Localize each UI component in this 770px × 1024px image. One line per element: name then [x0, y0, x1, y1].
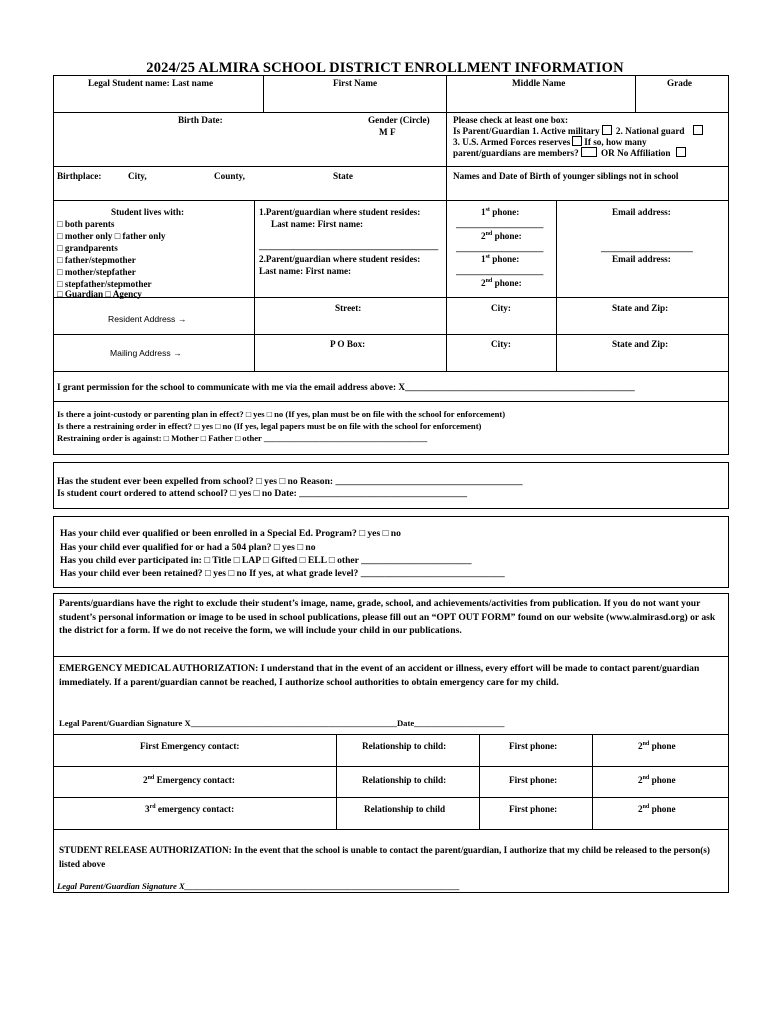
programs-question[interactable]: Has you child ever participated in: □ Title □ LAP □ Gifted □ ELL □ other _______________________	[60, 555, 472, 566]
email-line[interactable]: ____________________	[601, 243, 693, 253]
members-count-box[interactable]	[581, 147, 597, 157]
lives-with-option[interactable]: □ grandparents	[57, 243, 118, 253]
custody-question[interactable]: Is there a joint-custody or parenting plan in effect? □ yes □ no (If yes, plan must be on file with the school for enforcement)	[57, 409, 506, 419]
po-box-label: P O Box:	[330, 339, 366, 349]
resident-street-label: Street:	[335, 303, 362, 313]
release-signature-line[interactable]: Legal Parent/Guardian Signature X________________________________________________________________	[57, 881, 460, 891]
opt-out-notice: Parents/guardians have the right to exclude their student’s image, name, grade, school, and achievements/activities from publication. If you do not want your student’s personal information or image to be used in school publications, please fill out an “OPT OUT FORM” found on our website (www.almirasd.org) or ask the district for a form. If we do not receive the form, we will include your child in our publications.	[59, 598, 716, 636]
phone-line[interactable]: ___________________	[456, 266, 544, 276]
emergency-signature-line[interactable]: Legal Parent/Guardian Signature X________________________________________________Date_____________________	[59, 718, 505, 728]
first-phone-2-label: First phone:	[509, 775, 558, 785]
lives-with-option[interactable]: □ Guardian □ Agency	[57, 289, 142, 299]
military-instructions: Please check at least one box:	[453, 115, 569, 125]
birthplace-state-label: State	[333, 171, 353, 181]
emergency-contact-3-label: 3rd emergency contact:	[145, 804, 235, 814]
second-phone-3-label: 2nd phone	[638, 804, 676, 814]
resident-address-label: Resident Address →	[108, 314, 187, 324]
form-title: 2024/25 ALMIRA SCHOOL DISTRICT ENROLLMENT INFORMATION	[146, 60, 624, 76]
court-ordered-question[interactable]: Is student court ordered to attend school? □ yes □ no Date: ___________________________________	[57, 488, 468, 499]
lives-with-option[interactable]: □ father/stepmother	[57, 255, 136, 265]
first-phone-1-label: First phone:	[509, 741, 558, 751]
parent1-phone2-label: 2nd phone:	[481, 231, 522, 241]
phone-line[interactable]: ___________________	[456, 219, 544, 229]
birthplace-city-label: City,	[128, 171, 147, 181]
parent2-email-label: Email address:	[612, 254, 671, 264]
second-phone-2-label: 2nd phone	[638, 775, 676, 785]
grade-label: Grade	[667, 78, 693, 88]
birthplace-county-label: County,	[214, 171, 245, 181]
emergency-contact-1-label: First Emergency contact:	[140, 741, 240, 751]
lives-with-heading: Student lives with:	[111, 207, 184, 217]
parent2-phone1-label: 1st phone:	[481, 254, 520, 264]
parent1-phone1-label: 1st phone:	[481, 207, 520, 217]
how-many-label: If so, how many	[584, 137, 647, 147]
parent1-heading: 1.Parent/guardian where student resides:	[259, 207, 421, 217]
mailing-state-zip-label: State and Zip:	[612, 339, 669, 349]
emergency-contact-2-label: 2nd Emergency contact:	[143, 775, 235, 785]
reserves-checkbox[interactable]	[572, 136, 582, 146]
lives-with-option[interactable]: □ both parents	[57, 219, 115, 229]
reserves-label: 3. U.S. Armed Forces reserves	[453, 137, 571, 147]
siblings-label: Names and Date of Birth of younger siblings not in school	[453, 171, 679, 181]
resident-city-label: City:	[491, 303, 511, 313]
last-name-label: Legal Student name: Last name	[88, 78, 214, 88]
relationship-2-label: Relationship to child:	[362, 775, 447, 785]
lives-with-option[interactable]: □ mother/stepfather	[57, 267, 136, 277]
resident-state-zip-label: State and Zip:	[612, 303, 669, 313]
birthplace-label: Birthplace:	[57, 171, 102, 181]
military-line-4	[453, 147, 688, 159]
middle-name-label: Middle Name	[512, 78, 566, 88]
birth-date-label: Birth Date:	[178, 115, 223, 125]
no-affiliation-checkbox[interactable]	[676, 147, 686, 157]
parent-divider: _______________________________________	[259, 241, 439, 251]
parent1-name-labels: Last name: First name:	[271, 219, 364, 229]
gender-options: M F	[379, 127, 396, 137]
emergency-authorization-text: EMERGENCY MEDICAL AUTHORIZATION: I understand that in the event of an accident or illness, every effort will be made to contact parent/guardian immediately. If a parent/guardian cannot be reached, I authorize school authorities to obtain emergency care for my child.	[59, 663, 700, 688]
parent2-heading: 2.Parent/guardian where student resides:	[259, 254, 421, 264]
relationship-3-label: Relationship to child	[364, 804, 446, 814]
student-release-text: STUDENT RELEASE AUTHORIZATION: In the event that the school is unable to contact the parent/guardian, I authorize that my child be released to the person(s) listed above	[59, 845, 710, 869]
restraining-order-question[interactable]: Is there a restraining order in effect? □ yes □ no (If yes, legal papers must be on file with the school for enforcement)	[57, 421, 482, 431]
first-phone-3-label: First phone:	[509, 804, 558, 814]
second-phone-1-label: 2nd phone	[638, 741, 676, 751]
phone-line[interactable]: ___________________	[456, 243, 544, 253]
national-guard-checkbox[interactable]	[693, 125, 703, 135]
active-military-checkbox[interactable]	[602, 125, 612, 135]
retained-question[interactable]: Has your child ever been retained? □ yes □ no If yes, at what grade level? ______________________________	[60, 568, 505, 579]
parent1-email-label: Email address:	[612, 207, 671, 217]
national-guard-label: 2. National guard	[615, 126, 685, 136]
active-military-label: Is Parent/Guardian 1. Active military	[453, 126, 600, 136]
parent2-name-labels: Last name: First name:	[259, 266, 352, 276]
mailing-address-label: Mailing Address →	[110, 348, 182, 358]
members-label: parent/guardians are members?	[453, 148, 579, 158]
first-name-label: First Name	[333, 78, 378, 88]
restraining-against[interactable]: Restraining order is against: □ Mother □ Father □ other ______________________________________	[57, 433, 428, 443]
parent2-phone2-label: 2nd phone:	[481, 278, 522, 288]
lives-with-option[interactable]: □ mother only □ father only	[57, 231, 166, 241]
lives-with-option[interactable]: □ stepfather/stepmother	[57, 279, 152, 289]
email-permission[interactable]: I grant permission for the school to communicate with me via the email address above: X__________________________________________________	[57, 382, 635, 392]
mailing-city-label: City:	[491, 339, 511, 349]
relationship-1-label: Relationship to child:	[362, 741, 447, 751]
no-affiliation-label: OR No Affiliation	[601, 148, 671, 158]
gender-label: Gender (Circle)	[368, 115, 430, 125]
special-ed-question[interactable]: Has your child ever qualified or been enrolled in a Special Ed. Program? □ yes □ no	[60, 528, 401, 539]
plan-504-question[interactable]: Has your child ever qualified for or had a 504 plan? □ yes □ no	[60, 542, 316, 553]
expelled-question[interactable]: Has the student ever been expelled from school? □ yes □ no Reason: _______________________________________	[57, 476, 523, 487]
